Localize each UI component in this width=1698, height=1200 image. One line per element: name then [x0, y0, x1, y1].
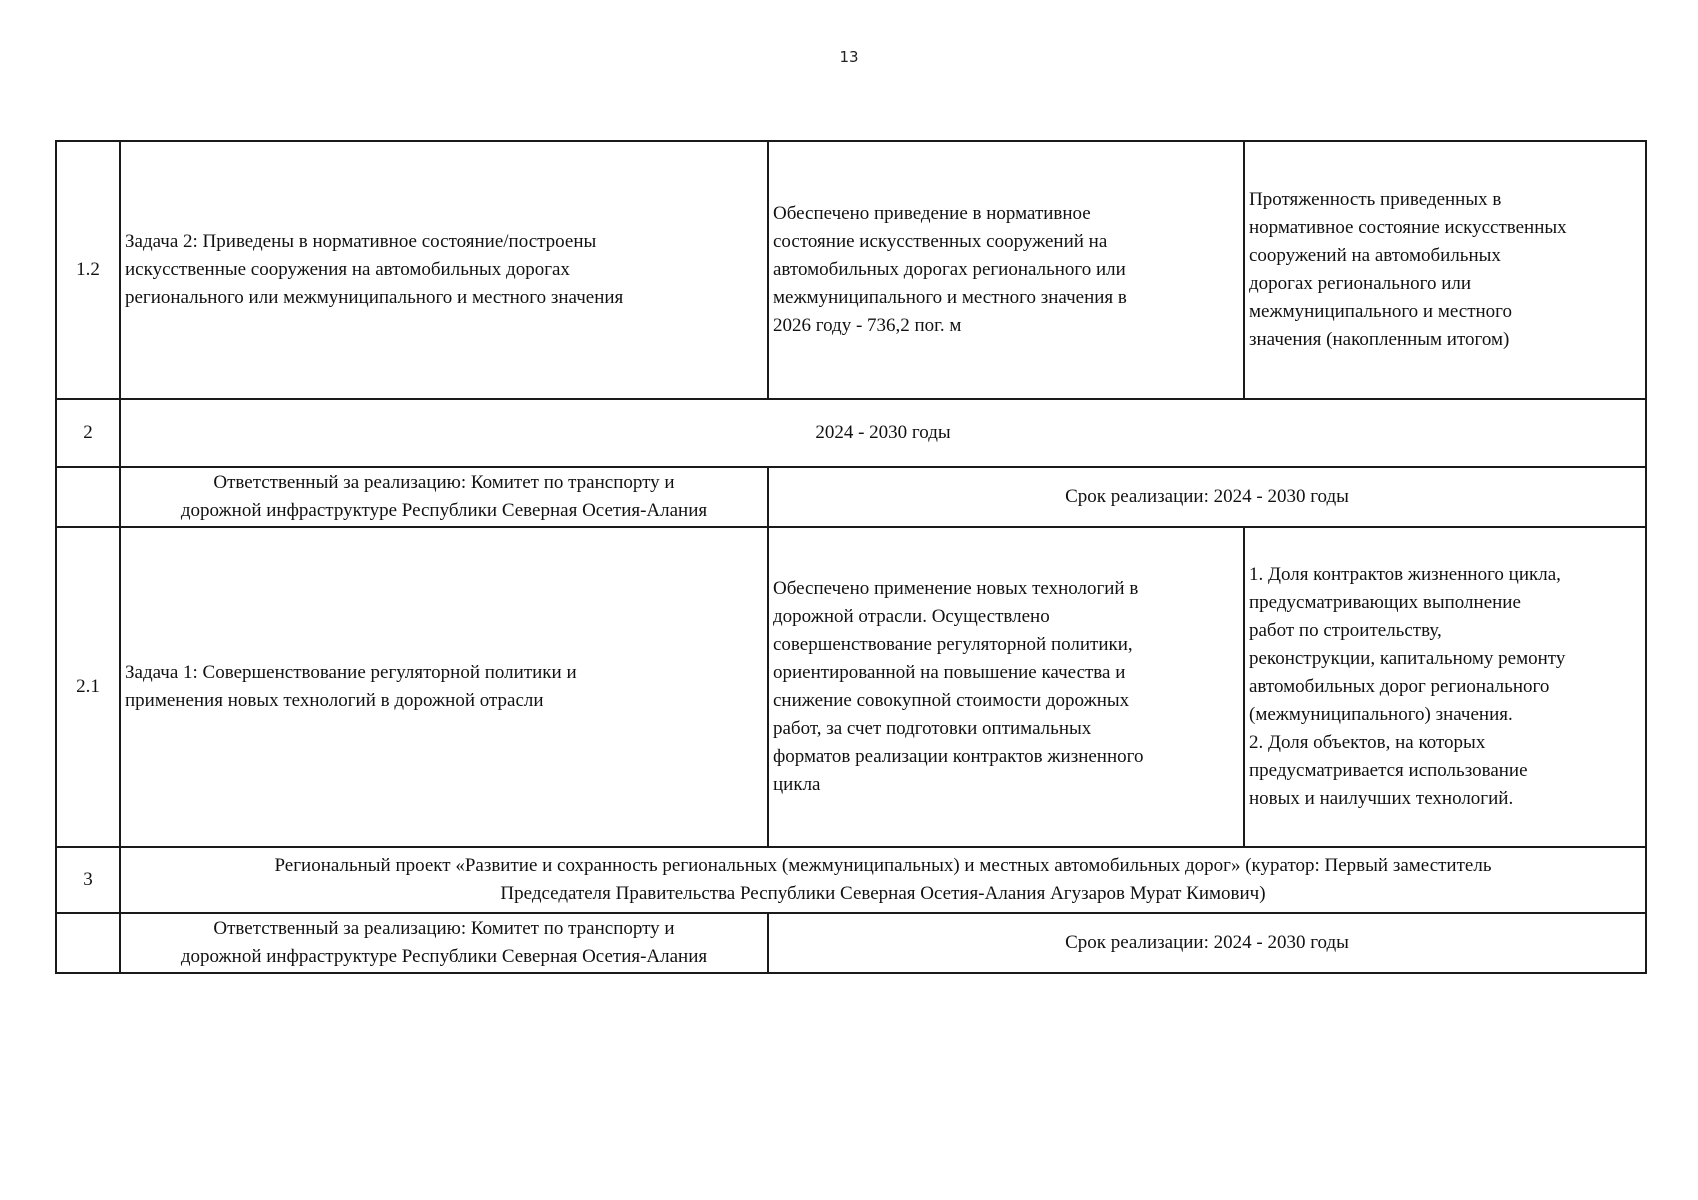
period-cell: 2024 - 2030 годы — [120, 399, 1646, 467]
empty-cell — [56, 913, 120, 973]
responsible-cell: Ответственный за реализацию: Комитет по транспорту и дорожной инфраструктуре Республики Северная Осетия-Алания — [120, 913, 768, 973]
row-number: 2 — [56, 399, 120, 467]
table-row-responsible — [56, 467, 1646, 527]
task-cell: Задача 1: Совершенствование регуляторной политики и применения новых технологий в дорожной отрасли — [120, 527, 768, 847]
table-row-3 — [56, 847, 1646, 913]
table-row-1-2 — [56, 141, 1646, 399]
project-table — [55, 140, 1647, 974]
result-cell: Обеспечено приведение в нормативное состояние искусственных сооружений на автомобильных дорогах регионального или межмуниципального и местного значения в 2026 году - 736,2 пог. м — [768, 141, 1244, 399]
page-number: 13 — [839, 48, 859, 66]
regional-project-cell: Региональный проект «Развитие и сохранность региональных (межмуниципальных) и местных автомобильных дорог» (куратор: Первый заместитель Председателя Правительства Республики Северная Осетия-Алания Агузаров Мурат Кимович) — [120, 847, 1646, 913]
table-row-2 — [56, 399, 1646, 467]
empty-cell — [56, 467, 120, 527]
term-cell: Срок реализации: 2024 - 2030 годы — [768, 913, 1646, 973]
term-cell: Срок реализации: 2024 - 2030 годы — [768, 467, 1646, 527]
responsible-cell: Ответственный за реализацию: Комитет по транспорту и дорожной инфраструктуре Республики Северная Осетия-Алания — [120, 467, 768, 527]
row-number: 1.2 — [56, 141, 120, 399]
task-cell: Задача 2: Приведены в нормативное состояние/построены искусственные сооружения на автомобильных дорогах регионального или межмуниципального и местного значения — [120, 141, 768, 399]
row-number: 3 — [56, 847, 120, 913]
table-row-responsible — [56, 913, 1646, 973]
table-row-2-1 — [56, 527, 1646, 847]
indicator-cell: Протяженность приведенных в нормативное состояние искусственных сооружений на автомобильных дорогах регионального или межмуниципального и местного значения (накопленным итогом) — [1244, 141, 1646, 399]
row-number: 2.1 — [56, 527, 120, 847]
result-cell: Обеспечено применение новых технологий в дорожной отрасли. Осуществлено совершенствование регуляторной политики, ориентированной на повышение качества и снижение совокупной стоимости дорожных работ, за счет подготовки оптимальных форматов реализации контрактов жизненного цикла — [768, 527, 1244, 847]
indicator-cell: 1. Доля контрактов жизненного цикла, предусматривающих выполнение работ по строительству, реконструкции, капитальному ремонту автомобильных дорог регионального (межмуниципального) значения. 2. Доля объектов, на которых предусматривается использование новых и наилучших технологий. — [1244, 527, 1646, 847]
